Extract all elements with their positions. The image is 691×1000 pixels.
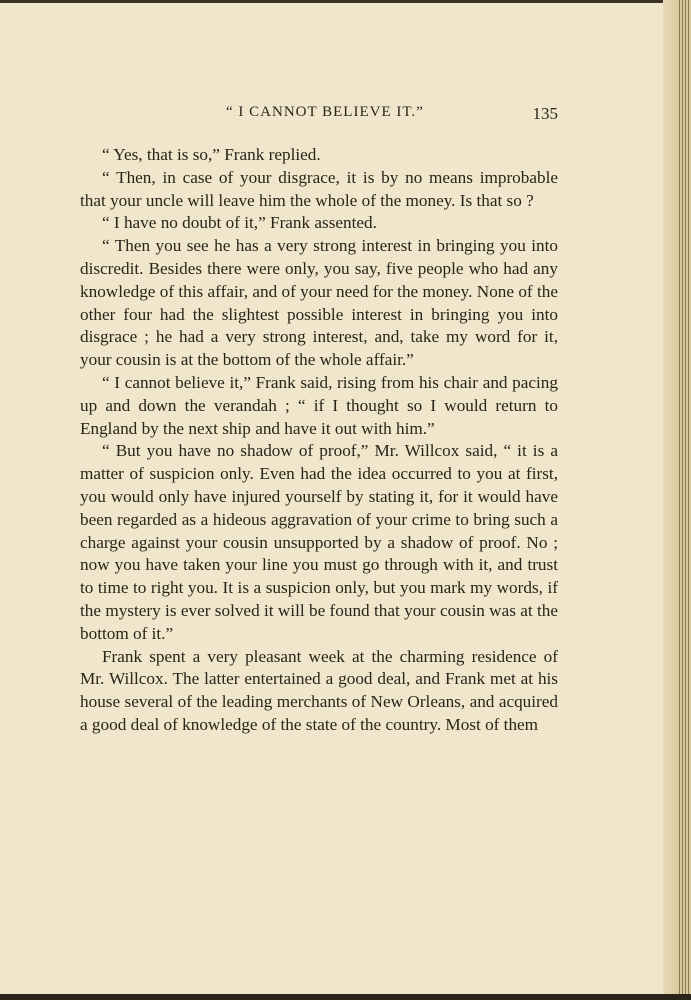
body-text <box>80 144 558 737</box>
paragraph: “ Then, in case of your disgrace, it is by no means improbable that your uncle will leave him the whole of the money. Is that so ? <box>80 167 558 210</box>
paragraph: Frank spent a very pleasant week at the charming residence of Mr. Willcox. The latter entertained a good deal, and Frank met at his house several of the leading merchants of New Orleans, and acquired a good deal of knowledge of the state of the country. Most of them <box>80 646 558 734</box>
paragraph: “ Then you see he has a very strong interest in bringing you into discredit. Besides there were only, you say, five people who had any knowledge of this affair, and of your need for the money. None of the other four had the slightest possible interest in bringing you into disgrace ; he had a very strong interest, and, take my word for it, your cousin is at the bottom of the whole affair.” <box>80 236 558 370</box>
paragraph: “ I have no doubt of it,” Frank assented. <box>102 213 377 233</box>
bottom-edge <box>0 994 691 1000</box>
page-number: 135 <box>532 104 558 123</box>
paragraph: “ Yes, that is so,” Frank replied. <box>102 145 321 164</box>
paragraph: “ I cannot believe it,” Frank said, rising from his chair and pacing up and down the verandah ; “ if I thought so I would return to England by the next ship and have it out with him.” <box>80 372 558 438</box>
top-edge <box>0 0 691 3</box>
running-head: “ I CANNOT BELIEVE IT.” <box>226 104 424 120</box>
page-header <box>80 104 558 128</box>
paragraph: “ But you have no shadow of proof,” Mr. Willcox said, “ it is a matter of suspicion only. Even had the idea occurred to you at first, you would only have injured yourself by stating it, for it would have been regarded as a hideous aggravation of your crime to bring such a charge against your cousin unsupported by a shadow of proof. No ; now you have taken your line you must go through with it, and trust to time to right you. It is a suspicion only, but you mark my words, if the mystery is ever solved it will be found that your cousin was at the bottom of it.” <box>80 441 558 643</box>
page-stack-edge <box>679 0 691 1000</box>
